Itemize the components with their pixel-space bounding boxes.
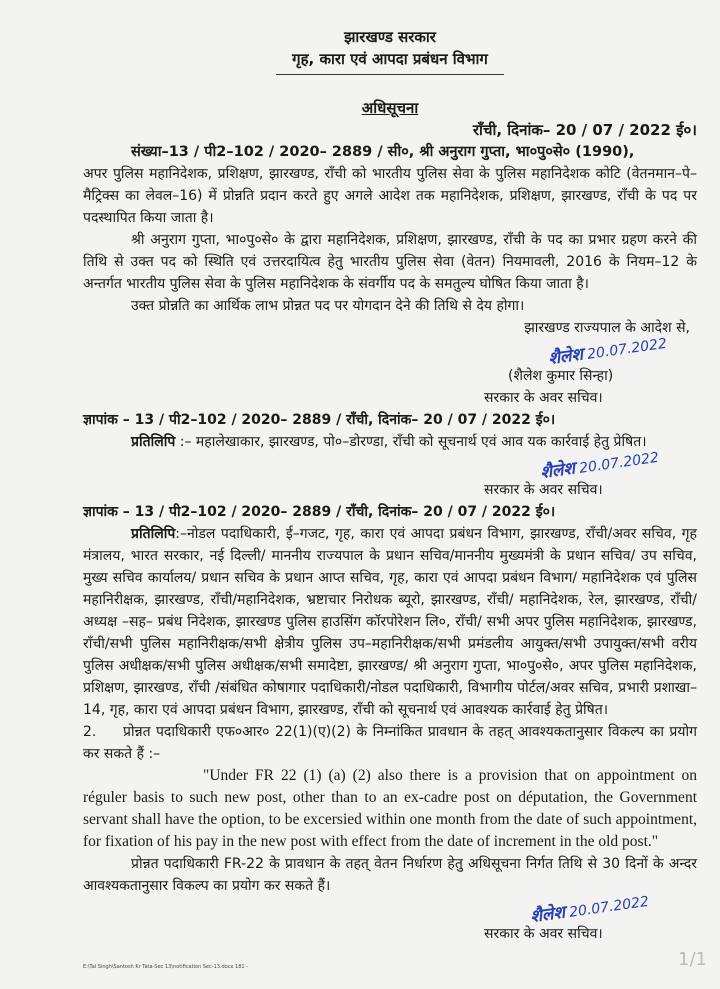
signature-2: शैलेश 20.07.2022 xyxy=(539,449,660,484)
item-2: 2. प्रोन्नत पदाधिकारी एफ०आर० 22(1)(ए)(2) के निम्नांकित प्रावधान के तहत् आवश्यकतानुसार विकल्प का प्रयोग कर सकते हैं :– xyxy=(83,724,697,762)
designation-1: सरकार के अवर सचिव। xyxy=(484,390,603,406)
page-indicator: 1/1 xyxy=(678,949,707,970)
memo-1-copy: प्रतिलिपि :– महालेखाकार, झारखण्ड, पो०–डोरण्डा, राँची को सूचनार्थ एवं आव यक कार्रवाई हेतु प्रेषित। xyxy=(131,434,647,450)
fr22-quote: "Under FR 22 (1) (a) (2) also there is a provision that on appointment on réguler basis to such new post, other than to an ex-cadre post on députation, the Government servant shall have the option, to be excersied within one month from the date of such appointment, for fixation of his pay in the new post with effect from the date of increment in the old post." xyxy=(83,767,697,850)
final-paragraph: प्रोन्नत पदाधिकारी FR-22 के प्रावधान के तहत् वेतन निर्धारण हेतु अधिसूचना निर्गत तिथि से 30 दिनों के अन्दर आवश्यकतानुसार विकल्प का प्रयोग कर सकते हैं। xyxy=(83,856,697,894)
signature-3: शैलेश 20.07.2022 xyxy=(529,893,650,928)
footer xyxy=(83,949,707,971)
signature-1-row xyxy=(83,335,697,370)
department-name: गृह, कारा एवं आपदा प्रबंधन विभाग xyxy=(292,50,488,68)
memo-1-reference: ज्ञापांक – 13 / पी2–102 / 2020– 2889 / राँची, दिनांक– 20 / 07 / 2022 ई०। xyxy=(83,412,556,428)
reference-number: संख्या–13 / पी2–102 / 2020– 2889 / सी०, श्री अनुराग गुप्ता, भा०पु०से० (1990), xyxy=(131,144,635,160)
designation-2: सरकार के अवर सचिव। xyxy=(484,482,603,498)
paragraph-1 xyxy=(83,141,697,229)
memo-2-reference: ज्ञापांक – 13 / पी2–102 / 2020– 2889 / राँची, दिनांक– 20 / 07 / 2022 ई०। xyxy=(83,504,556,520)
paragraph-1-text: अपर पुलिस महानिदेशक, प्रशिक्षण, झारखण्ड, राँची को भारतीय पुलिस सेवा के पुलिस महानिदेशक कोटि (वेतनमान–पे–मैट्रिक्स का लेवल–16) में प्रोन्नति प्रदान करते हुए अगले आदेश तक महानिदेशक, प्रशिक्षण, झारखण्ड, राँची के पद पर पदस्थापित किया जाता है। xyxy=(83,166,697,226)
order-by: झारखण्ड राज्यपाल के आदेश से, xyxy=(524,320,690,336)
document xyxy=(83,0,707,979)
document-title: अधिसूचना xyxy=(361,99,419,117)
header-divider xyxy=(276,74,504,75)
signature-2-row xyxy=(83,449,697,484)
paragraph-3: उक्त प्रोन्नति का आर्थिक लाभ प्रोन्नत पद पर योगदान देने की तिथि से देय होगा। xyxy=(131,298,525,314)
designation-3: सरकार के अवर सचिव। xyxy=(484,926,603,942)
memo-2-copy: प्रतिलिपि:–नोडल पदाधिकारी, ई–गजट, गृह, कारा एवं आपदा प्रबंधन विभाग, झारखण्ड, राँची/अवर सचिव, गृह मंत्रालय, भारत सरकार, नई दिल्ली/ माननीय राज्यपाल के प्रधान सचिव/माननीय मुख्यमंत्री के प्रधान सचिव/ उप सचिव, मुख्य सचिव कार्यालय/ प्रधान सचिव के प्रधान आप्त सचिव, गृह, कारा एवं आपदा प्रबंधन विभाग/ महानिदेशक एवं पुलिस महानिरीक्षक, झारखण्ड, राँची/महानिदेशक, भ्रष्टाचार निरोधक ब्यूरो, झारखण्ड, राँची/ महानिदेशक, रेल, झारखण्ड, राँची/अध्यक्ष –सह– प्रबंध निदेशक, झारखण्ड पुलिस हाउसिंग कॉरपोरेशन लि०, राँची/ सभी अपर पुलिस महानिदेशक, झारखण्ड, राँची/सभी पुलिस महानिरीक्षक/सभी क्षेत्रीय पुलिस उप–महानिरीक्षक/सभी प्रमंडलीय आयुक्त/सभी उपायुक्त/सभी वरीय पुलिस अधीक्षक/सभी पुलिस अधीक्षक/सभी समादेष्टा, झारखण्ड/ श्री अनुराग गुप्ता, भा०पु०से०, अपर पुलिस महानिदेशक, प्रशिक्षण, झारखण्ड, राँची /संबंधित कोषागार पदाधिकारी/नोडल पदाधिकारी, विभागीय पोर्टल/अवर सचिव, प्रभारी प्रशाखा–14, गृह, कारा एवं आपदा प्रबंधन विभाग, झारखण्ड, राँची को सूचनार्थ एवं आवश्यक कार्रवाई हेतु प्रेषित। xyxy=(83,526,697,718)
signatory-name: (शैलेश कुमार सिन्हा) xyxy=(508,368,614,384)
date-line: राँची, दिनांक– 20 / 07 / 2022 ई०। xyxy=(472,121,697,139)
govt-name: झारखण्ड सरकार xyxy=(344,28,436,46)
signature-1: शैलेश 20.07.2022 xyxy=(547,335,668,370)
file-path: E:\Tal Singh\Santosh Kr Tata-Sec 13\notification Sec-13.docx 181 - xyxy=(83,964,248,970)
paragraph-2: श्री अनुराग गुप्ता, भा०पु०से० के द्वारा महानिदेशक, प्रशिक्षण, झारखण्ड, राँची के पद का प्रभार ग्रहण करने की तिथि से उक्त पद को स्थिति एवं उत्तरदायित्व हेतु भारतीय पुलिस सेवा (वेतन) नियमावली, 2016 के नियम–12 के अन्तर्गत भारतीय पुलिस सेवा के पुलिस महानिदेशक के संवर्गीय पद के समतुल्य घोषित किया जाता है। xyxy=(83,232,697,292)
signature-3-row xyxy=(83,893,697,928)
